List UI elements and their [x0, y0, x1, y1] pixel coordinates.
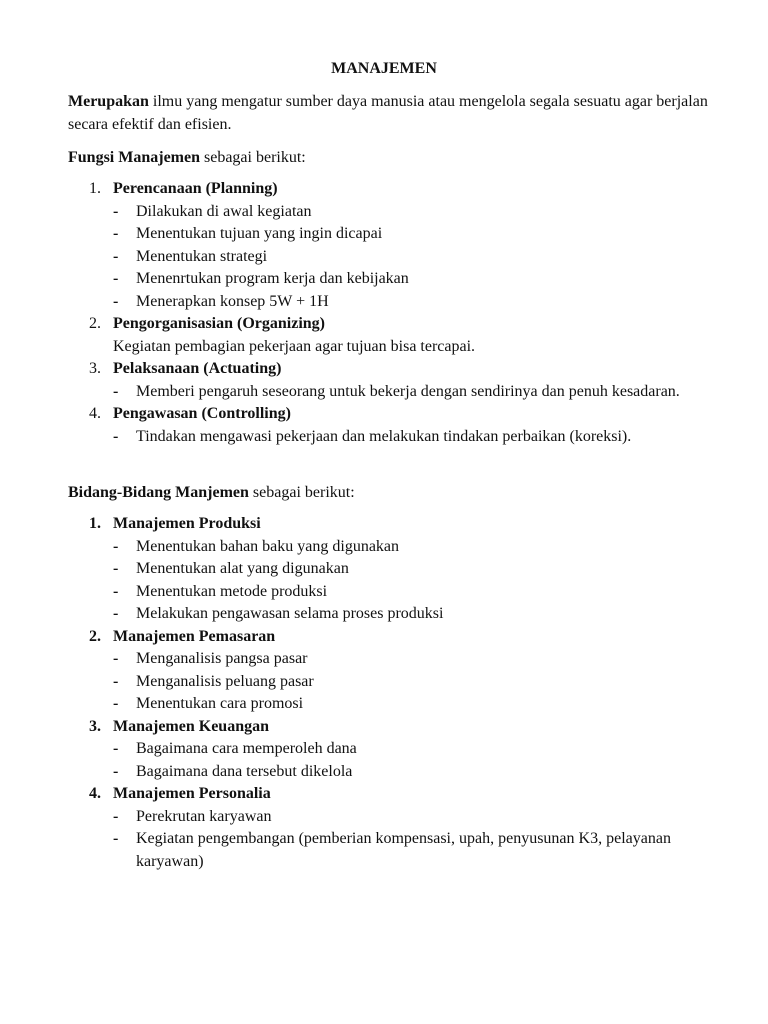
item-number: 4.: [89, 405, 101, 422]
item-number: 3.: [89, 360, 101, 377]
bullet-text: Menenrtukan program kerja dan kebijakan: [136, 270, 409, 287]
item-title: Manajemen Keuangan: [113, 717, 269, 735]
item-title: Pengorganisasian (Organizing): [113, 315, 326, 332]
dash-icon: -: [113, 762, 119, 780]
bidang-intro-paragraph: [68, 482, 708, 505]
bullet-text: Bagaimana cara memperoleh dana: [136, 740, 357, 757]
item-number: 2.: [89, 315, 101, 332]
bullet-item: [68, 648, 708, 671]
bullet-text: Dilakukan di awal kegiatan: [136, 202, 312, 220]
dash-icon: -: [113, 292, 119, 310]
bullet-item: [68, 223, 708, 246]
dash-icon: -: [113, 672, 119, 690]
bullet-text: Kegiatan pengembangan (pemberian kompensasi, upah, penyusunan K3, pelayanan karyawan): [136, 830, 671, 870]
bullet-text: Menentukan alat yang digunakan: [136, 560, 349, 577]
item-number: 1.: [89, 515, 101, 532]
bullet-text: Perekrutan karyawan: [136, 807, 272, 825]
bullet-text: Menganalisis pangsa pasar: [136, 650, 308, 667]
fungsi-intro-bold: Fungsi Manajemen: [68, 149, 200, 166]
bullet-item: [68, 603, 708, 626]
bullet-text: Menentukan tujuan yang ingin dicapai: [136, 225, 383, 242]
bullet-item: [68, 581, 708, 604]
bullet-item: [68, 381, 708, 404]
bullet-text: Menentukan bahan baku yang digunakan: [136, 537, 400, 555]
bullet-text: Menentukan strategi: [136, 247, 268, 265]
dash-icon: -: [113, 427, 119, 445]
bullet-item: [68, 558, 708, 581]
bullet-text: Bagaimana dana tersebut dikelola: [136, 762, 353, 780]
item-number: 1.: [89, 180, 101, 197]
dash-icon: -: [113, 650, 119, 667]
dash-icon: -: [113, 560, 119, 577]
item-title: Pelaksanaan (Actuating): [113, 360, 282, 377]
bullet-item: [68, 671, 708, 694]
dash-icon: -: [113, 537, 119, 555]
dash-icon: -: [113, 830, 119, 847]
bullet-item: [68, 536, 708, 559]
list-item: [68, 513, 708, 536]
dash-icon: -: [113, 270, 119, 287]
bullet-item: [68, 693, 708, 716]
item-number: 4.: [89, 785, 101, 802]
item-title: Manajemen Pemasaran: [113, 627, 276, 645]
dash-icon: -: [113, 382, 119, 400]
fungsi-intro-text: sebagai berikut:: [200, 149, 306, 166]
bullet-text: Menganalisis peluang pasar: [136, 672, 314, 690]
bullet-item: [68, 806, 708, 829]
bullet-item: [68, 426, 708, 449]
bidang-intro-bold: Bidang-Bidang Manjemen: [68, 484, 249, 501]
item-title: Perencanaan (Planning): [113, 180, 278, 197]
item-title: Manajemen Produksi: [113, 515, 261, 532]
bullet-text: Memberi pengaruh seseorang untuk bekerja dengan sendirinya dan penuh kesadaran.: [136, 382, 680, 400]
fungsi-intro-paragraph: [68, 147, 708, 170]
bullet-text: Tindakan mengawasi pekerjaan dan melakukan tindakan perbaikan (koreksi).: [136, 427, 632, 445]
list-item: [68, 358, 708, 381]
dash-icon: -: [113, 202, 119, 220]
bullet-item: [68, 246, 708, 269]
item-title: Pengawasan (Controlling): [113, 405, 291, 422]
dash-icon: -: [113, 247, 119, 265]
list-item: [68, 178, 708, 201]
bullet-item: [68, 291, 708, 314]
list-item: [68, 403, 708, 426]
list-item: [68, 626, 708, 649]
dash-icon: -: [113, 695, 119, 712]
page-title: MANAJEMEN: [331, 60, 437, 77]
dash-icon: -: [113, 582, 119, 600]
bullet-text: Menentukan cara promosi: [136, 695, 304, 712]
bullet-item: [68, 738, 708, 761]
intro-bold: Merupakan: [68, 93, 149, 110]
bullet-text: Melakukan pengawasan selama proses produksi: [136, 605, 444, 622]
bullet-item: [68, 268, 708, 291]
bullet-text: Menerapkan konsep 5W + 1H: [136, 292, 329, 310]
item-title: Manajemen Personalia: [113, 785, 271, 802]
list-item: [68, 313, 708, 336]
dash-icon: -: [113, 807, 119, 825]
item-number: 3.: [89, 717, 101, 735]
bullet-item: [68, 761, 708, 784]
dash-icon: -: [113, 605, 119, 622]
dash-icon: -: [113, 225, 119, 242]
intro-text: ilmu yang mengatur sumber daya manusia atau mengelola segala sesuatu agar berjalan secara efektif dan efisien.: [68, 93, 708, 133]
item-description: Kegiatan pembagian pekerjaan agar tujuan bisa tercapai.: [113, 337, 476, 355]
bidang-intro-text: sebagai berikut:: [248, 484, 355, 501]
dash-icon: -: [113, 740, 119, 757]
bullet-item: [68, 201, 708, 224]
bullet-item: [68, 828, 708, 873]
list-item: [68, 783, 708, 806]
fungsi-list: [68, 178, 708, 448]
item-number: 2.: [89, 627, 101, 645]
list-item: [68, 716, 708, 739]
intro-paragraph: [68, 91, 708, 136]
bidang-list: [68, 513, 708, 873]
bullet-text: Menentukan metode produksi: [136, 582, 328, 600]
